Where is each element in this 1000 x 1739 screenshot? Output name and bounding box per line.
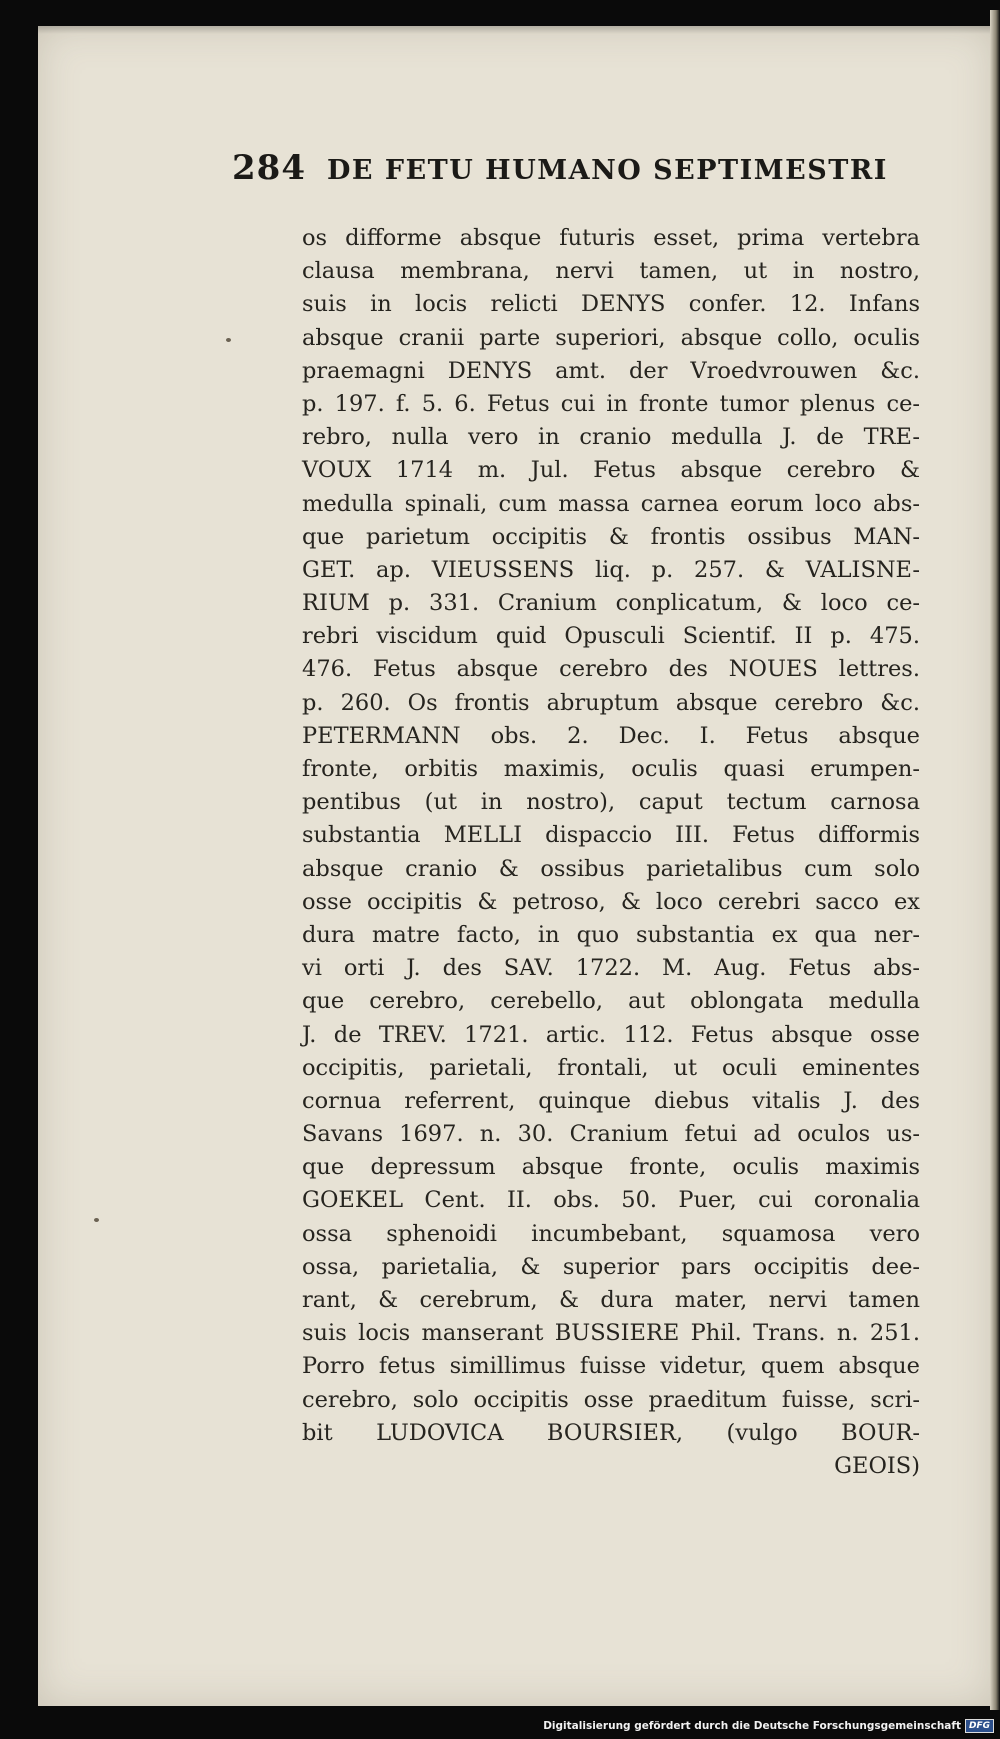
text-line: medulla spinali, cum massa carnea eorum loco abs-	[302, 490, 920, 517]
text-line: cerebro, solo occipitis osse praeditum fuisse, scri-	[302, 1386, 920, 1413]
footer-bar	[0, 1712, 1000, 1739]
text-line: bit LUDOVICA BOURSIER, (vulgo BOUR-	[302, 1419, 920, 1446]
page-number: 284	[232, 148, 306, 188]
body-text	[302, 222, 920, 1483]
running-title: DE FETU HUMANO SEPTIMESTRI	[327, 155, 888, 186]
page-shadow	[38, 26, 993, 34]
text-line: VOUX 1714 m. Jul. Fetus absque cerebro &	[302, 457, 920, 484]
text-line: praemagni DENYS amt. der Vroedvrouwen &c.	[302, 357, 920, 384]
text-line: PETERMANN obs. 2. Dec. I. Fetus absque	[302, 722, 920, 749]
text-line: absque cranio & ossibus parietalibus cum solo	[302, 855, 920, 882]
text-line: Savans 1697. n. 30. Cranium fetui ad oculos us-	[302, 1121, 920, 1148]
text-line: p. 197. f. 5. 6. Fetus cui in fronte tumor plenus ce-	[302, 390, 920, 417]
text-line: RIUM p. 331. Cranium conplicatum, & loco ce-	[302, 590, 920, 617]
text-line: ossa, parietalia, & superior pars occipitis dee-	[302, 1253, 920, 1280]
digitization-credit: Digitalisierung gefördert durch die Deutsche Forschungsgemeinschaft	[543, 1719, 961, 1732]
text-line: rant, & cerebrum, & dura mater, nervi tamen	[302, 1287, 920, 1313]
text-line: cornua referrent, quinque diebus vitalis J. des	[302, 1087, 920, 1114]
text-line: ossa sphenoidi incumbebant, squamosa vero	[302, 1220, 920, 1247]
text-line: dura matre facto, in quo substantia ex qua ner-	[302, 921, 920, 948]
margin-mark	[226, 338, 231, 342]
text-line: suis in locis relicti DENYS confer. 12. Infans	[302, 291, 920, 318]
text-line: absque cranii parte superiori, absque collo, oculis	[302, 324, 920, 351]
text-line: Porro fetus simillimus fuisse videtur, quem absque	[302, 1353, 920, 1380]
margin-mark	[94, 1218, 99, 1222]
text-line: GET. ap. VIEUSSENS liq. p. 257. & VALISNE-	[302, 556, 920, 583]
text-line: que cerebro, cerebello, aut oblongata medulla	[302, 988, 920, 1015]
text-line: p. 260. Os frontis abruptum absque cerebro &c.	[302, 689, 920, 716]
text-line: pentibus (ut in nostro), caput tectum carnosa	[302, 789, 920, 816]
text-line: rebri viscidum quid Opusculi Scientif. II p. 475.	[302, 623, 920, 650]
text-line: GOEKEL Cent. II. obs. 50. Puer, cui coronalia	[302, 1187, 920, 1214]
text-line: clausa membrana, nervi tamen, ut in nostro,	[302, 258, 920, 285]
running-header	[232, 148, 922, 188]
text-line: rebro, nulla vero in cranio medulla J. de TRE-	[302, 424, 920, 451]
text-line: os difforme absque futuris esset, prima vertebra	[302, 225, 920, 251]
text-line: osse occipitis & petroso, & loco cerebri sacco ex	[302, 888, 920, 915]
text-line: J. de TREV. 1721. artic. 112. Fetus absque osse	[302, 1021, 920, 1048]
text-line: occipitis, parietali, frontali, ut oculi eminentes	[302, 1054, 920, 1081]
text-line: 476. Fetus absque cerebro des NOUES lettres.	[302, 656, 920, 683]
text-line: vi orti J. des SAV. 1722. M. Aug. Fetus abs-	[302, 955, 920, 982]
page-edge	[990, 10, 1000, 1710]
text-line: fronte, orbitis maximis, oculis quasi erumpen-	[302, 756, 920, 782]
text-line: substantia MELLI dispaccio III. Fetus difformis	[302, 822, 920, 849]
text-line: que parietum occipitis & frontis ossibus MAN-	[302, 523, 920, 550]
catchword: GEOIS)	[834, 1452, 920, 1479]
dfg-logo-icon: DFG	[965, 1719, 994, 1733]
text-line: suis locis manserant BUSSIERE Phil. Trans. n. 251.	[302, 1320, 920, 1347]
text-line: que depressum absque fronte, oculis maximis	[302, 1154, 920, 1181]
